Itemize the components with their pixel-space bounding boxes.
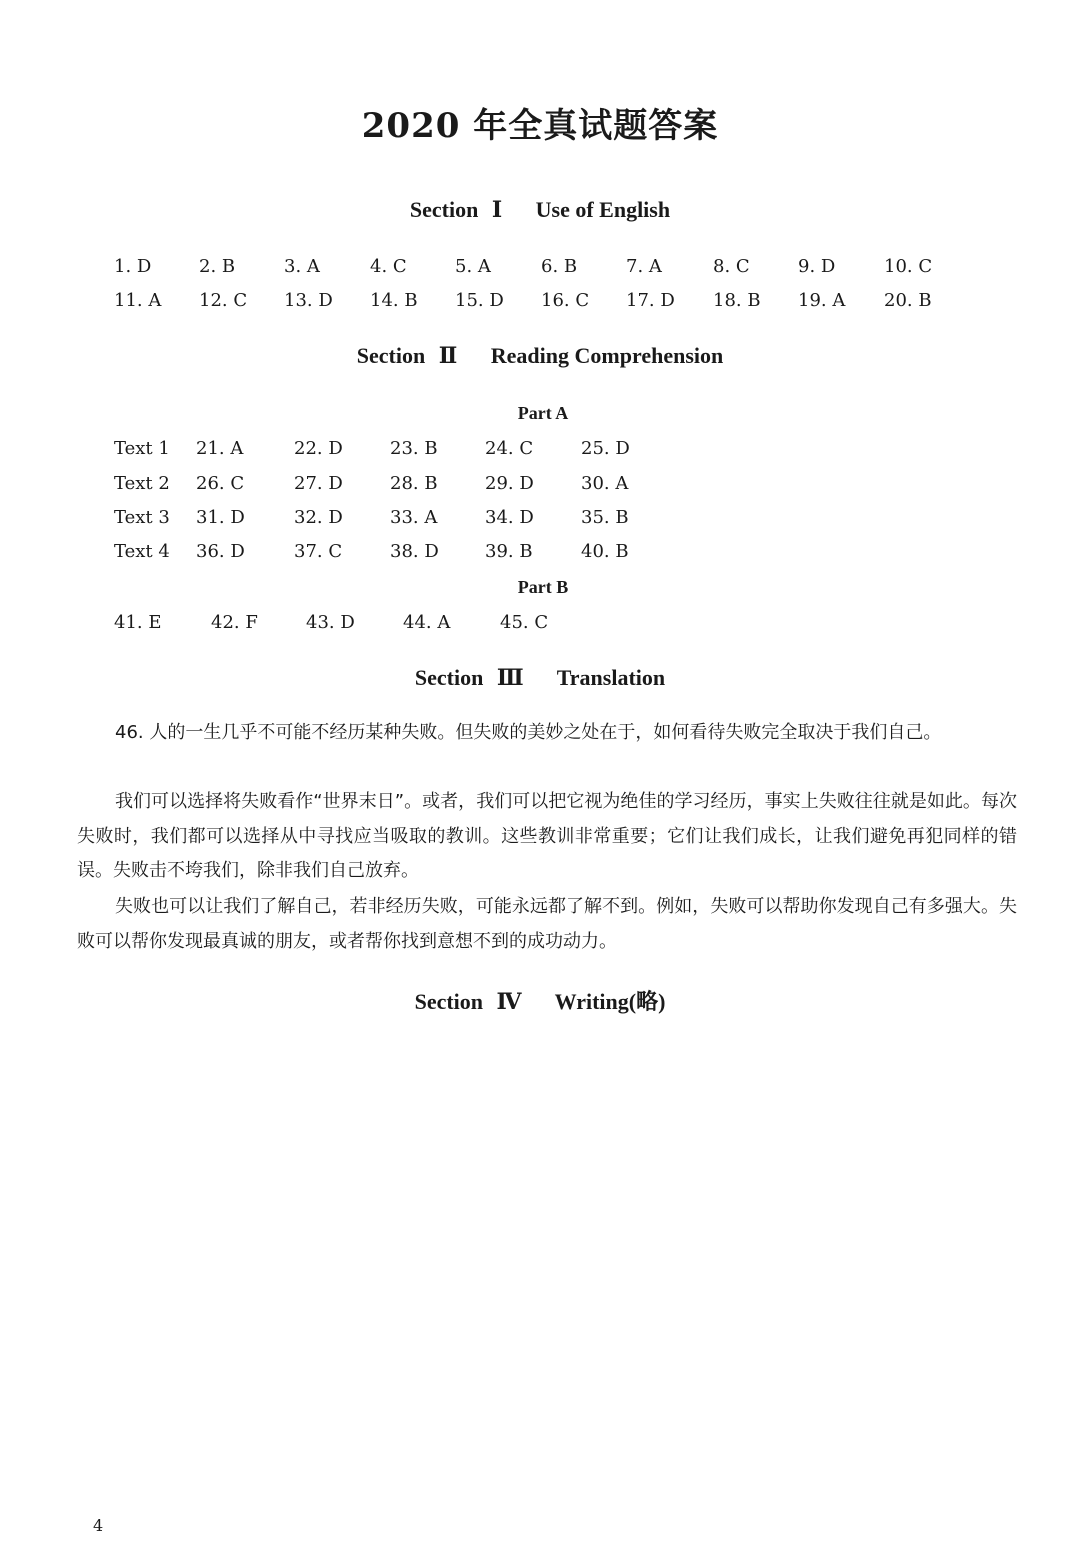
section-3-label: Section xyxy=(414,665,484,690)
answer: 44. A xyxy=(403,612,451,633)
answer: 3. A xyxy=(284,256,320,277)
answer: 13. D xyxy=(284,290,333,311)
answer: 33. A xyxy=(390,507,438,528)
section-3-numeral: Ⅲ xyxy=(496,665,524,690)
text-label: Text 3 xyxy=(114,507,170,528)
answer: 2. B xyxy=(199,256,236,277)
answer: 40. B xyxy=(581,541,629,562)
section-2-heading xyxy=(0,343,1080,369)
answer: 30. A xyxy=(581,473,629,494)
section-1-name: Use of English xyxy=(535,197,671,222)
section-4-label: Section xyxy=(414,989,484,1014)
page-number: 4 xyxy=(93,1516,104,1535)
section-2-name: Reading Comprehension xyxy=(490,343,724,368)
section-1-heading xyxy=(0,197,1080,223)
answer: 21. A xyxy=(196,438,244,459)
page-title: 2020 年全真试题答案 xyxy=(361,106,719,146)
answer: 20. B xyxy=(884,290,932,311)
answer: 43. D xyxy=(306,612,355,633)
answer: 31. D xyxy=(196,507,245,528)
section-4-heading xyxy=(0,985,1080,1016)
answer: 4. C xyxy=(370,256,407,277)
answer: 15. D xyxy=(455,290,504,311)
answer: 29. D xyxy=(485,473,534,494)
translation-paragraph: 失败也可以让我们了解自己，若非经历失败，可能永远都了解不到。例如，失败可以帮助你发现自己有多强大。失败可以帮你发现最真诚的朋友，或者帮你找到意想不到的成功动力。 xyxy=(77,896,1017,952)
text-label: Text 4 xyxy=(114,541,170,562)
answer: 37. C xyxy=(294,541,343,562)
answer: 26. C xyxy=(196,473,245,494)
answer: 14. B xyxy=(370,290,418,311)
answer: 8. C xyxy=(713,256,750,277)
section-2-numeral: Ⅱ xyxy=(438,343,458,368)
answer: 28. B xyxy=(390,473,438,494)
answer: 45. C xyxy=(500,612,549,633)
answer: 5. A xyxy=(455,256,491,277)
section-3-name: Translation xyxy=(556,665,666,690)
answer: 39. B xyxy=(485,541,533,562)
answer: 19. A xyxy=(798,290,846,311)
answer: 36. D xyxy=(196,541,245,562)
answer: 24. C xyxy=(485,438,534,459)
answer: 9. D xyxy=(798,256,836,277)
answer: 7. A xyxy=(626,256,662,277)
answer: 22. D xyxy=(294,438,343,459)
section-4-numeral: Ⅳ xyxy=(496,989,522,1014)
answer: 27. D xyxy=(294,473,343,494)
answer: 38. D xyxy=(390,541,439,562)
answer: 16. C xyxy=(541,290,590,311)
answer: 17. D xyxy=(626,290,675,311)
answer: 11. A xyxy=(114,290,162,311)
answer: 41. E xyxy=(114,612,162,633)
answer: 35. B xyxy=(581,507,629,528)
answer: 23. B xyxy=(390,438,438,459)
answer: 12. C xyxy=(199,290,248,311)
part-b-heading: Part B xyxy=(517,577,569,597)
answer: 1. D xyxy=(114,256,152,277)
section-1-numeral: Ⅰ xyxy=(491,197,503,222)
part-a-heading: Part A xyxy=(517,403,569,423)
section-3-heading xyxy=(0,665,1080,691)
answer: 32. D xyxy=(294,507,343,528)
answer: 25. D xyxy=(581,438,630,459)
translation-paragraph: 46. 人的一生几乎不可能不经历某种失败。但失败的美妙之处在于，如何看待失败完全取决于我们自己。 xyxy=(115,722,942,743)
section-1-label: Section xyxy=(409,197,479,222)
answer: 18. B xyxy=(713,290,761,311)
translation-paragraph: 我们可以选择将失败看作“世界末日”。或者，我们可以把它视为绝佳的学习经历，事实上失败往往就是如此。每次失败时，我们都可以选择从中寻找应当吸取的教训。这些教训非常重要；它们让我们成长，让我们避免再犯同样的错误。失败击不垮我们，除非我们自己放弃。 xyxy=(77,791,1017,881)
answer: 10. C xyxy=(884,256,933,277)
answer: 34. D xyxy=(485,507,534,528)
text-label: Text 2 xyxy=(114,473,170,494)
answer: 42. F xyxy=(211,612,258,633)
section-2-label: Section xyxy=(356,343,426,368)
text-label: Text 1 xyxy=(114,438,170,459)
answer: 6. B xyxy=(541,256,578,277)
section-4-name: Writing(略) xyxy=(554,989,666,1014)
